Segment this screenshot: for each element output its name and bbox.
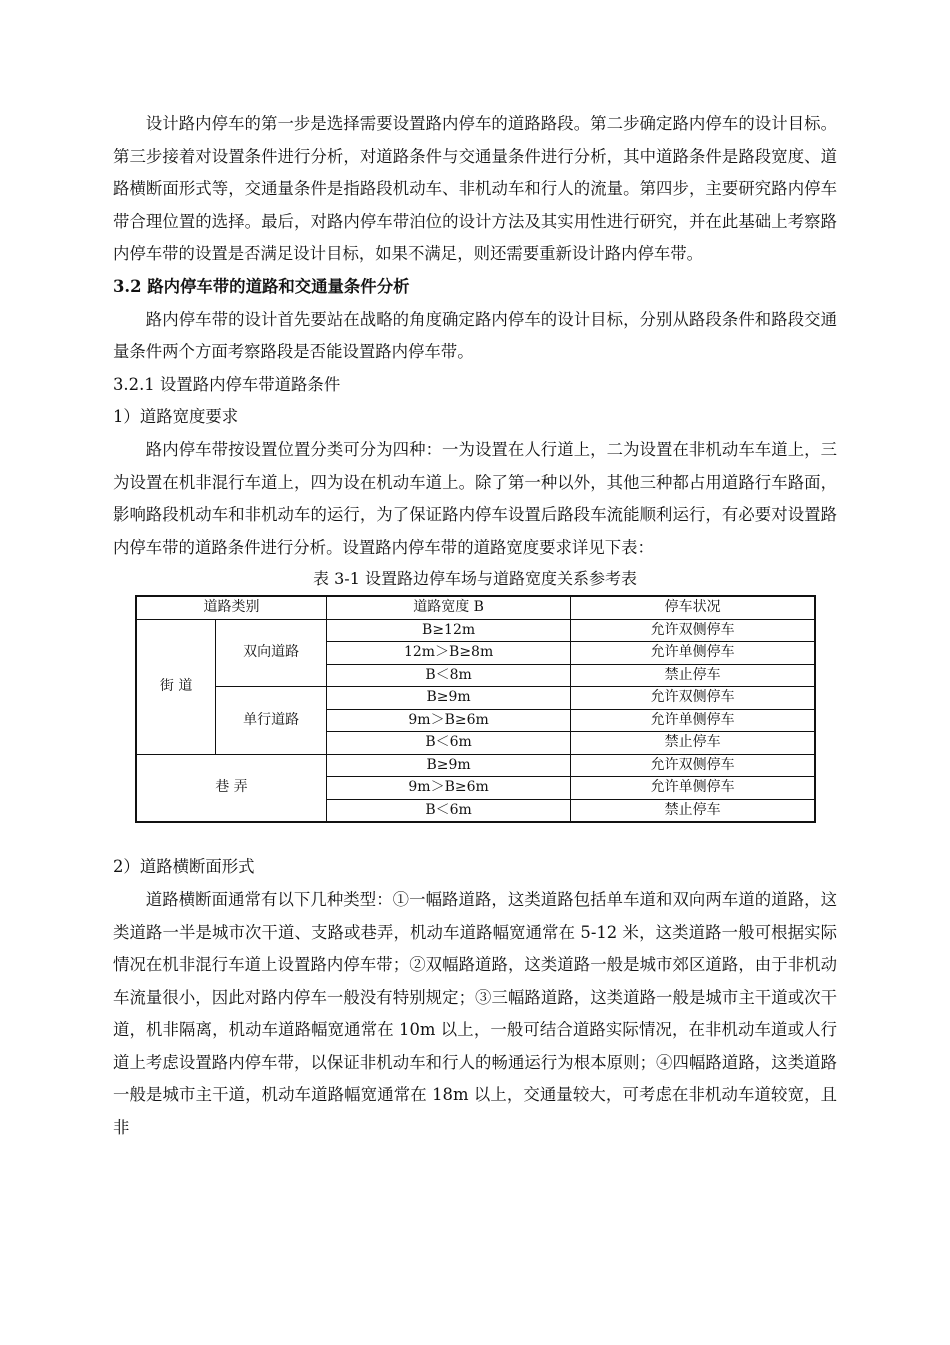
header-road-type: 道路类别 — [136, 596, 326, 619]
cell-width: B≥9m — [326, 687, 570, 710]
cell-width: B＜6m — [326, 732, 570, 755]
table-header-row — [136, 596, 815, 619]
table-row — [136, 754, 815, 777]
cell-width: 12m＞B≥8m — [326, 642, 570, 665]
cell-status: 禁止停车 — [571, 732, 815, 755]
cell-width: B＜8m — [326, 664, 570, 687]
table-row — [136, 619, 815, 642]
cell-status: 禁止停车 — [571, 799, 815, 822]
cell-width: B＜6m — [326, 799, 570, 822]
paragraph-parking-types: 路内停车带按设置位置分类可分为四种：一为设置在人行道上，二为设置在非机动车车道上，三为设置在机非混行车道上，四为设在机动车道上。除了第一种以外，其他三种都占用道路行车路面，影响路段机动车和非机动车的运行，为了保证路内停车设置后路段车流能顺利运行，有必要对设置路内停车带的道路条件进行分析。设置路内停车带的道路宽度要求详见下表： — [113, 439, 837, 557]
item-heading-cross-section: 2）道路横断面形式 — [113, 857, 255, 877]
subsection-heading-3-2-1: 3.2.1 设置路内停车带道路条件 — [113, 374, 341, 394]
header-road-width: 道路宽度 B — [326, 596, 570, 619]
paragraph-cross-section-types: 道路横断面通常有以下几种类型：①一幅路道路，这类道路包括单车道和双向两车道的道路，这类道路一半是城市次干道、支路或巷弄，机动车道路幅宽通常在 5-12 米，这类道路一般可根据实际情况在机非混行车道上设置路内停车带；②双幅路道路，这类道路一般是城市郊区道路，由于非机动车流量很小，因此对路内停车一般没有特别规定；③三幅路道路，这类道路一般是城市主干道或次干道，机非隔离，机动车道路幅宽通常在 10m 以上，一般可结合道路实际情况，在非机动车道或人行道上考虑设置路内停车带，以保证非机动车和行人的畅通运行为根本原则；④四幅路道路，这类道路一般是城市主干道，机动车道路幅宽通常在 18m 以上，交通量较大，可考虑在非机动车道较宽，且非 — [113, 889, 837, 1138]
header-parking-status: 停车状况 — [571, 596, 815, 619]
sub-two-way: 双向道路 — [216, 619, 327, 687]
cell-status: 允许双侧停车 — [571, 754, 815, 777]
paragraph-design-steps: 设计路内停车的第一步是选择需要设置路内停车的道路路段。第二步确定路内停车的设计目标。第三步接着对设置条件进行分析，对道路条件与交通量条件进行分析，其中道路条件是路段宽度、道路横断面形式等，交通量条件是指路段机动车、非机动车和行人的流量。第四步，主要研究路内停车带合理位置的选择。最后，对路内停车带泊位的设计方法及其实用性进行研究，并在此基础上考察路内停车带的设置是否满足设计目标，如果不满足，则还需要重新设计路内停车带。 — [113, 114, 837, 264]
cell-width: B≥12m — [326, 619, 570, 642]
cell-width: B≥9m — [326, 754, 570, 777]
group-lane: 巷 弄 — [136, 754, 326, 822]
road-width-table — [135, 595, 816, 823]
item-heading-road-width: 1）道路宽度要求 — [113, 407, 239, 427]
document-body — [113, 108, 837, 1145]
cell-width: 9m＞B≥6m — [326, 777, 570, 800]
section-heading-3-2: 3.2 路内停车带的道路和交通量条件分析 — [113, 276, 410, 296]
cell-status: 禁止停车 — [571, 664, 815, 687]
cell-status: 允许单侧停车 — [571, 777, 815, 800]
sub-one-way: 单行道路 — [216, 687, 327, 755]
cell-status: 允许单侧停车 — [571, 642, 815, 665]
cell-status: 允许双侧停车 — [571, 619, 815, 642]
cell-status: 允许双侧停车 — [571, 687, 815, 710]
table-caption: 表 3-1 设置路边停车场与道路宽度关系参考表 — [313, 569, 637, 589]
paragraph-design-goal: 路内停车带的设计首先要站在战略的角度确定路内停车的设计目标，分别从路段条件和路段交通量条件两个方面考察路段是否能设置路内停车带。 — [113, 309, 837, 362]
group-street: 街 道 — [136, 619, 216, 754]
cell-status: 允许单侧停车 — [571, 709, 815, 732]
table-row — [136, 687, 815, 710]
spacer — [113, 823, 837, 851]
cell-width: 9m＞B≥6m — [326, 709, 570, 732]
